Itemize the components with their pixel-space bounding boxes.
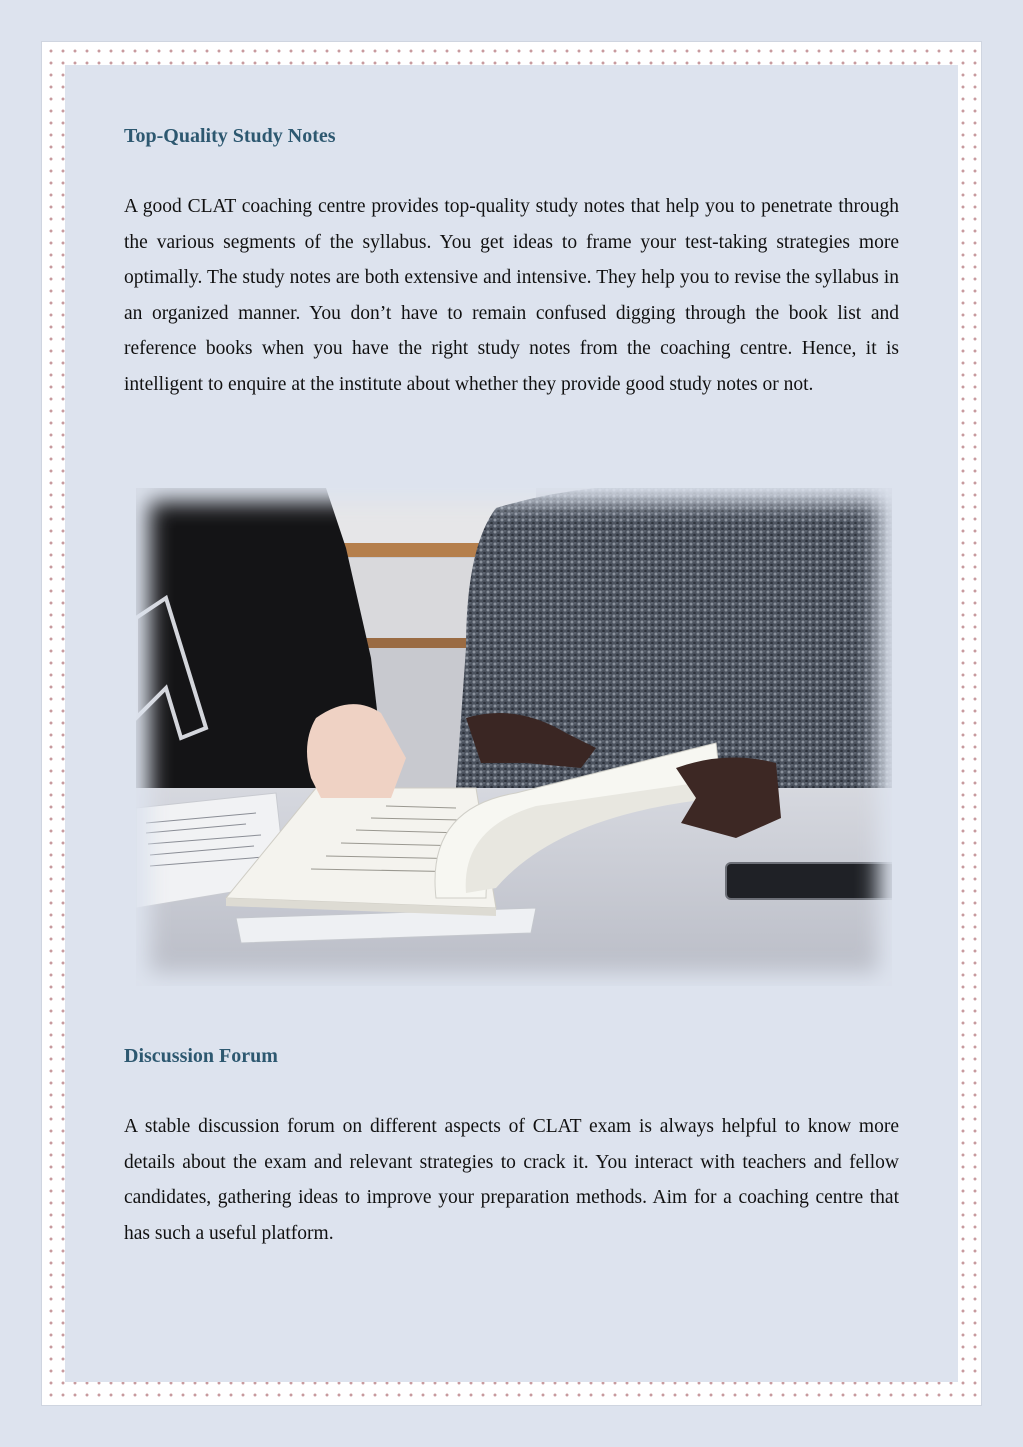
section-body-discussion-forum: A stable discussion forum on different aspects of CLAT exam is always helpful to know more details about the exam and relevant strategies to crack it. You interact with teachers and fellow candidates, gathering ideas to improve your preparation methods. Aim for a coaching centre that has such a useful platform. (124, 1116, 899, 1244)
section-heading-study-notes: Top-Quality Study Notes (124, 125, 336, 147)
study-notes-photo (136, 488, 892, 986)
section-heading-discussion-forum: Discussion Forum (124, 1045, 278, 1067)
section-body-study-notes: A good CLAT coaching centre provides top-quality study notes that help you to penetrate through the various segments of the syllabus. You get ideas to frame your test-taking strategies more optimally. The study notes are both extensive and intensive. They help you to revise the syllabus in an organized manner. You don’t have to remain confused digging through the book list and reference books when you have the right study notes from the coaching centre. Hence, it is intelligent to enquire at the institute about whether they provide good study notes or not. (124, 196, 899, 395)
